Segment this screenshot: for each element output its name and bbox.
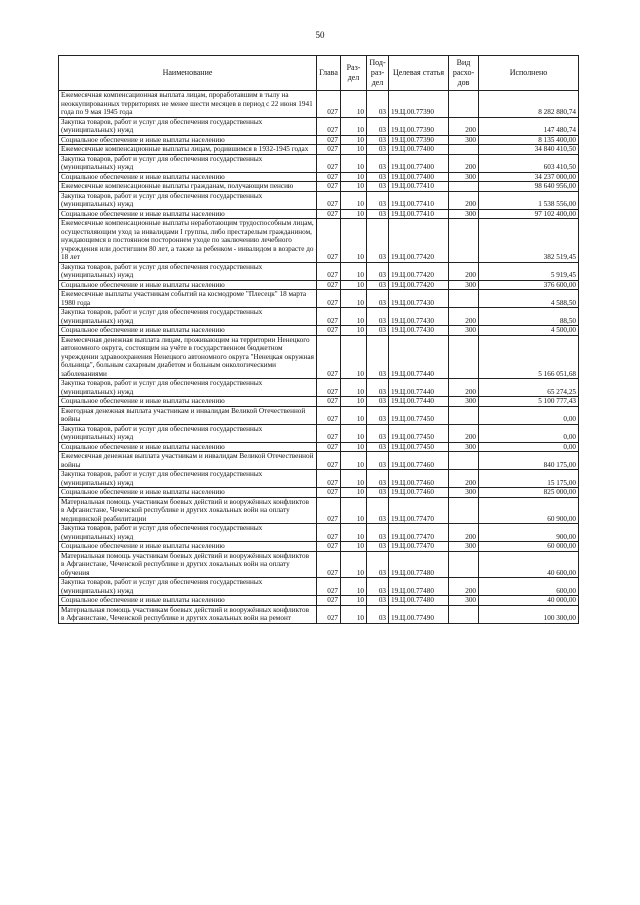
cell-subsection: 03 [367,182,389,192]
cell-expense-type [449,497,479,524]
cell-executed: 1 538 556,00 [479,191,579,209]
cell-target: 19.Ц.00.77400 [389,145,449,155]
table-row [59,424,579,442]
table-row [59,596,579,606]
cell-chapter: 027 [317,470,341,488]
cell-expense-type [449,335,479,379]
cell-expense-type: 200 [449,524,479,542]
cell-chapter: 027 [317,290,341,308]
cell-executed: 98 640 956,00 [479,182,579,192]
header-executed: Исполнено [479,56,579,91]
cell-expense-type [449,605,479,623]
cell-executed: 15 175,00 [479,470,579,488]
cell-section: 10 [341,262,367,280]
cell-section: 10 [341,209,367,219]
cell-executed: 4 500,00 [479,326,579,336]
cell-executed: 5 919,45 [479,262,579,280]
table-row [59,397,579,407]
cell-expense-type [449,290,479,308]
cell-executed: 5 166 051,68 [479,335,579,379]
cell-expense-type [449,406,479,424]
cell-executed: 376 600,00 [479,280,579,290]
cell-subsection: 03 [367,605,389,623]
cell-subsection: 03 [367,280,389,290]
cell-section: 10 [341,542,367,552]
cell-chapter: 027 [317,117,341,135]
cell-section: 10 [341,308,367,326]
cell-target: 19.Ц.00.77480 [389,551,449,578]
cell-expense-type: 300 [449,442,479,452]
cell-target: 19.Ц.00.77420 [389,219,449,263]
table-body [59,91,579,624]
table-row [59,191,579,209]
cell-executed: 0,00 [479,406,579,424]
cell-name: Социальное обеспечение и иные выплаты населению [59,172,317,182]
cell-chapter: 027 [317,91,341,118]
cell-target: 19.Ц.00.77480 [389,596,449,606]
cell-name: Социальное обеспечение и иные выплаты населению [59,397,317,407]
cell-target: 19.Ц.00.77470 [389,542,449,552]
cell-chapter: 027 [317,524,341,542]
cell-executed: 900,00 [479,524,579,542]
cell-target: 19.Ц.00.77440 [389,379,449,397]
cell-subsection: 03 [367,172,389,182]
cell-subsection: 03 [367,191,389,209]
cell-executed: 60 900,00 [479,497,579,524]
cell-section: 10 [341,442,367,452]
cell-executed: 97 102 400,00 [479,209,579,219]
cell-expense-type: 200 [449,117,479,135]
table-row [59,262,579,280]
table-row [59,219,579,263]
cell-target: 19.Ц.00.77400 [389,154,449,172]
cell-target: 19.Ц.00.77440 [389,397,449,407]
cell-target: 19.Ц.00.77420 [389,262,449,280]
cell-subsection: 03 [367,578,389,596]
cell-name: Ежемесячные компенсационные выплаты лицам, родившимся в 1932-1945 годах [59,145,317,155]
cell-chapter: 027 [317,406,341,424]
cell-expense-type: 300 [449,135,479,145]
cell-chapter: 027 [317,442,341,452]
table-row [59,542,579,552]
cell-name: Материальная помощь участникам боевых действий и вооружённых конфликтов в Афганистане, Чеченской республике и других локальных войн на ремонт [59,605,317,623]
cell-chapter: 027 [317,135,341,145]
cell-expense-type: 300 [449,397,479,407]
cell-section: 10 [341,379,367,397]
cell-chapter: 027 [317,605,341,623]
cell-name: Материальная помощь участникам боевых действий и вооружённых конфликтов в Афганистане, Чеченской республике и других локальных войн на оплату медицинской реабилитации [59,497,317,524]
cell-target: 19.Ц.00.77490 [389,605,449,623]
cell-expense-type [449,91,479,118]
table-row [59,551,579,578]
cell-subsection: 03 [367,154,389,172]
cell-target: 19.Ц.00.77410 [389,209,449,219]
table-row [59,406,579,424]
cell-expense-type [449,145,479,155]
cell-section: 10 [341,406,367,424]
table-row [59,452,579,470]
cell-target: 19.Ц.00.77390 [389,91,449,118]
cell-name: Социальное обеспечение и иные выплаты населению [59,596,317,606]
cell-executed: 100 300,00 [479,605,579,623]
cell-name: Закупка товаров, работ и услуг для обеспечения государственных (муниципальных) нужд [59,524,317,542]
cell-expense-type: 200 [449,262,479,280]
cell-target: 19.Ц.00.77460 [389,470,449,488]
cell-target: 19.Ц.00.77390 [389,117,449,135]
header-target: Целевая статья [389,56,449,91]
cell-target: 19.Ц.00.77440 [389,335,449,379]
cell-name: Закупка товаров, работ и услуг для обеспечения государственных (муниципальных) нужд [59,379,317,397]
cell-subsection: 03 [367,551,389,578]
cell-section: 10 [341,578,367,596]
cell-name: Закупка товаров, работ и услуг для обеспечения государственных (муниципальных) нужд [59,578,317,596]
cell-target: 19.Ц.00.77470 [389,524,449,542]
cell-section: 10 [341,452,367,470]
cell-subsection: 03 [367,209,389,219]
table-row [59,117,579,135]
cell-subsection: 03 [367,326,389,336]
cell-chapter: 027 [317,219,341,263]
cell-target: 19.Ц.00.77460 [389,452,449,470]
cell-name: Закупка товаров, работ и услуг для обеспечения государственных (муниципальных) нужд [59,117,317,135]
cell-section: 10 [341,497,367,524]
cell-target: 19.Ц.00.77420 [389,280,449,290]
table-row [59,308,579,326]
cell-name: Ежемесячные компенсационные выплаты гражданам, получающим пенсию [59,182,317,192]
cell-chapter: 027 [317,488,341,498]
table-row [59,135,579,145]
cell-name: Материальная помощь участникам боевых действий и вооружённых конфликтов в Афганистане, Чеченской республике и других локальных войн на оплату обучения [59,551,317,578]
table-row [59,209,579,219]
cell-chapter: 027 [317,154,341,172]
table-row [59,326,579,336]
cell-executed: 65 274,25 [479,379,579,397]
cell-subsection: 03 [367,290,389,308]
cell-executed: 147 480,74 [479,117,579,135]
cell-section: 10 [341,172,367,182]
cell-section: 10 [341,191,367,209]
cell-section: 10 [341,605,367,623]
cell-subsection: 03 [367,524,389,542]
cell-section: 10 [341,135,367,145]
cell-target: 19.Ц.00.77410 [389,191,449,209]
table-row [59,488,579,498]
cell-name: Социальное обеспечение и иные выплаты населению [59,280,317,290]
cell-section: 10 [341,182,367,192]
cell-chapter: 027 [317,262,341,280]
cell-expense-type [449,551,479,578]
cell-name: Закупка товаров, работ и услуг для обеспечения государственных (муниципальных) нужд [59,308,317,326]
header-subsection: Под-раз-дел [367,56,389,91]
cell-executed: 0,00 [479,424,579,442]
cell-executed: 60 000,00 [479,542,579,552]
cell-target: 19.Ц.00.77430 [389,326,449,336]
cell-target: 19.Ц.00.77400 [389,172,449,182]
cell-subsection: 03 [367,135,389,145]
cell-chapter: 027 [317,578,341,596]
cell-executed: 600,00 [479,578,579,596]
cell-executed: 603 410,50 [479,154,579,172]
cell-subsection: 03 [367,488,389,498]
cell-chapter: 027 [317,551,341,578]
cell-section: 10 [341,91,367,118]
table-row [59,497,579,524]
header-name: Наименование [59,56,317,91]
cell-section: 10 [341,326,367,336]
cell-chapter: 027 [317,172,341,182]
cell-target: 19.Ц.00.77430 [389,308,449,326]
table-row [59,379,579,397]
cell-chapter: 027 [317,308,341,326]
cell-subsection: 03 [367,145,389,155]
cell-expense-type: 300 [449,542,479,552]
cell-chapter: 027 [317,191,341,209]
cell-name: Закупка товаров, работ и услуг для обеспечения государственных (муниципальных) нужд [59,424,317,442]
budget-table [58,55,579,624]
table-row [59,335,579,379]
cell-chapter: 027 [317,397,341,407]
table-row [59,182,579,192]
page-number: 50 [315,30,325,40]
cell-executed: 382 519,45 [479,219,579,263]
cell-expense-type: 200 [449,308,479,326]
cell-chapter: 027 [317,182,341,192]
cell-subsection: 03 [367,308,389,326]
cell-expense-type: 200 [449,379,479,397]
cell-subsection: 03 [367,452,389,470]
cell-section: 10 [341,470,367,488]
cell-target: 19.Ц.00.77430 [389,290,449,308]
cell-name: Социальное обеспечение и иные выплаты населению [59,488,317,498]
cell-expense-type [449,452,479,470]
cell-expense-type [449,182,479,192]
cell-expense-type: 300 [449,488,479,498]
cell-section: 10 [341,335,367,379]
cell-target: 19.Ц.00.77450 [389,442,449,452]
table-row [59,280,579,290]
cell-subsection: 03 [367,219,389,263]
cell-section: 10 [341,424,367,442]
cell-expense-type: 300 [449,326,479,336]
cell-target: 19.Ц.00.77450 [389,406,449,424]
cell-name: Ежемесячная компенсационная выплата лицам, проработавшим в тылу на неоккупированных территориях не менее шести месяцев в период с 22 июня 1941 года по 9 мая 1945 года [59,91,317,118]
cell-target: 19.Ц.00.77450 [389,424,449,442]
table-row [59,605,579,623]
cell-expense-type: 300 [449,172,479,182]
cell-chapter: 027 [317,379,341,397]
cell-subsection: 03 [367,596,389,606]
cell-executed: 40 000,00 [479,596,579,606]
cell-section: 10 [341,397,367,407]
cell-subsection: 03 [367,424,389,442]
cell-expense-type: 200 [449,154,479,172]
cell-executed: 40 600,00 [479,551,579,578]
header-expense-type: Вид расхо-дов [449,56,479,91]
cell-executed: 34 840 410,50 [479,145,579,155]
cell-subsection: 03 [367,397,389,407]
cell-name: Закупка товаров, работ и услуг для обеспечения государственных (муниципальных) нужд [59,470,317,488]
cell-chapter: 027 [317,209,341,219]
cell-subsection: 03 [367,442,389,452]
cell-executed: 825 000,00 [479,488,579,498]
cell-chapter: 027 [317,335,341,379]
cell-chapter: 027 [317,145,341,155]
cell-name: Ежегодная денежная выплата участникам и инвалидам Великой Отечественной войны [59,406,317,424]
cell-section: 10 [341,219,367,263]
cell-name: Закупка товаров, работ и услуг для обеспечения государственных (муниципальных) нужд [59,262,317,280]
cell-subsection: 03 [367,379,389,397]
table-row [59,290,579,308]
cell-section: 10 [341,488,367,498]
cell-executed: 5 100 777,43 [479,397,579,407]
table-row [59,524,579,542]
header-chapter: Глава [317,56,341,91]
cell-subsection: 03 [367,470,389,488]
cell-subsection: 03 [367,497,389,524]
cell-executed: 4 588,50 [479,290,579,308]
cell-chapter: 027 [317,424,341,442]
cell-subsection: 03 [367,335,389,379]
cell-chapter: 027 [317,326,341,336]
cell-executed: 840 175,00 [479,452,579,470]
table-row [59,145,579,155]
cell-name: Ежемесячная денежная выплата участникам и инвалидам Великой Отечественной войны [59,452,317,470]
cell-subsection: 03 [367,542,389,552]
cell-section: 10 [341,280,367,290]
cell-executed: 8 135 400,00 [479,135,579,145]
cell-name: Социальное обеспечение и иные выплаты населению [59,442,317,452]
table-header-row [59,56,579,91]
cell-name: Закупка товаров, работ и услуг для обеспечения государственных (муниципальных) нужд [59,154,317,172]
cell-subsection: 03 [367,406,389,424]
cell-section: 10 [341,596,367,606]
cell-section: 10 [341,551,367,578]
header-section: Раз-дел [341,56,367,91]
cell-chapter: 027 [317,542,341,552]
cell-name: Социальное обеспечение и иные выплаты населению [59,209,317,219]
cell-section: 10 [341,524,367,542]
cell-expense-type: 200 [449,578,479,596]
cell-name: Ежемесячные компенсационные выплаты неработающим трудоспособным лицам, осуществляющим уход за инвалидами I группы, либо престарелым гражданином, нуждающимся в постоянном постороннем уходе по заключению лечебного учреждения или достигшим 80 лет, а также за ребенком - инвалидом в возрасте до 18 лет [59,219,317,263]
cell-executed: 88,50 [479,308,579,326]
cell-executed: 8 282 880,74 [479,91,579,118]
cell-target: 19.Ц.00.77470 [389,497,449,524]
cell-name: Социальное обеспечение и иные выплаты населению [59,135,317,145]
cell-name: Ежемесячные выплаты участникам событий на космодроме "Плесецк" 18 марта 1980 года [59,290,317,308]
cell-target: 19.Ц.00.77390 [389,135,449,145]
table-row [59,470,579,488]
cell-section: 10 [341,154,367,172]
cell-section: 10 [341,117,367,135]
cell-chapter: 027 [317,280,341,290]
cell-expense-type: 200 [449,424,479,442]
cell-executed: 34 237 000,00 [479,172,579,182]
cell-expense-type: 300 [449,209,479,219]
cell-name: Закупка товаров, работ и услуг для обеспечения государственных (муниципальных) нужд [59,191,317,209]
cell-subsection: 03 [367,91,389,118]
cell-executed: 0,00 [479,442,579,452]
table-row [59,154,579,172]
cell-subsection: 03 [367,117,389,135]
cell-subsection: 03 [367,262,389,280]
cell-target: 19.Ц.00.77460 [389,488,449,498]
cell-chapter: 027 [317,452,341,470]
table-row [59,172,579,182]
table-row [59,578,579,596]
cell-section: 10 [341,145,367,155]
cell-name: Социальное обеспечение и иные выплаты населению [59,326,317,336]
cell-target: 19.Ц.00.77410 [389,182,449,192]
cell-chapter: 027 [317,596,341,606]
cell-expense-type: 200 [449,191,479,209]
cell-expense-type [449,219,479,263]
cell-chapter: 027 [317,497,341,524]
cell-expense-type: 300 [449,596,479,606]
cell-name: Социальное обеспечение и иные выплаты населению [59,542,317,552]
table-row [59,91,579,118]
cell-expense-type: 200 [449,470,479,488]
cell-name: Ежемесячная денежная выплата лицам, проживающим на территории Ненецкого автономного округа, состоящим на учёте в государственном бюджетном учреждении здравоохранения Ненецкого автономного округа "Ненецкая окружная больница", больным сахарным диабетом и больным онкологическими заболеваниями [59,335,317,379]
table-row [59,442,579,452]
cell-section: 10 [341,290,367,308]
cell-expense-type: 300 [449,280,479,290]
cell-target: 19.Ц.00.77480 [389,578,449,596]
